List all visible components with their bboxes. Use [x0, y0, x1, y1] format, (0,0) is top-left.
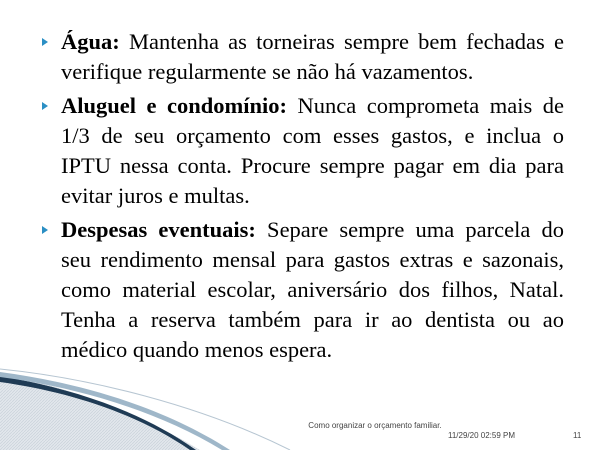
bullet-text: [61, 91, 564, 211]
bullet-title: Despesas eventuais:: [61, 217, 256, 242]
bullet-item-aluguel: [42, 91, 564, 211]
slide-content: [42, 27, 564, 369]
bullet-text: [61, 27, 564, 87]
triangle-bullet-icon: [42, 102, 48, 110]
bullet-text: [61, 215, 564, 365]
bullet-body: Separe sempre uma parcela do seu rendimento mensal para gastos extras e sazonais, como material escolar, aniversário dos filhos, Natal. Tenha a reserva também para ir ao dentista ou ao médico quando menos espera.: [61, 217, 565, 362]
footer-title: Como organizar o orçamento familiar.: [308, 421, 442, 430]
triangle-bullet-icon: [42, 226, 48, 234]
bullet-item-despesas: [42, 215, 564, 365]
bullet-title: Aluguel e condomínio:: [61, 93, 288, 118]
bullet-body: Nunca comprometa mais de 1/3 de seu orçamento com esses gastos, e inclua o IPTU nessa conta. Procure sempre pagar em dia para evitar juros e multas.: [61, 93, 564, 208]
page-number: 11: [573, 431, 582, 440]
bullet-item-agua: [42, 27, 564, 87]
bullet-title: Água:: [61, 29, 120, 54]
footer-date: 11/29/20 02:59 PM: [448, 431, 516, 440]
bullet-body: Mantenha as torneiras sempre bem fechadas e verifique regularmente se não há vazamentos.: [61, 29, 564, 84]
triangle-bullet-icon: [42, 38, 48, 46]
